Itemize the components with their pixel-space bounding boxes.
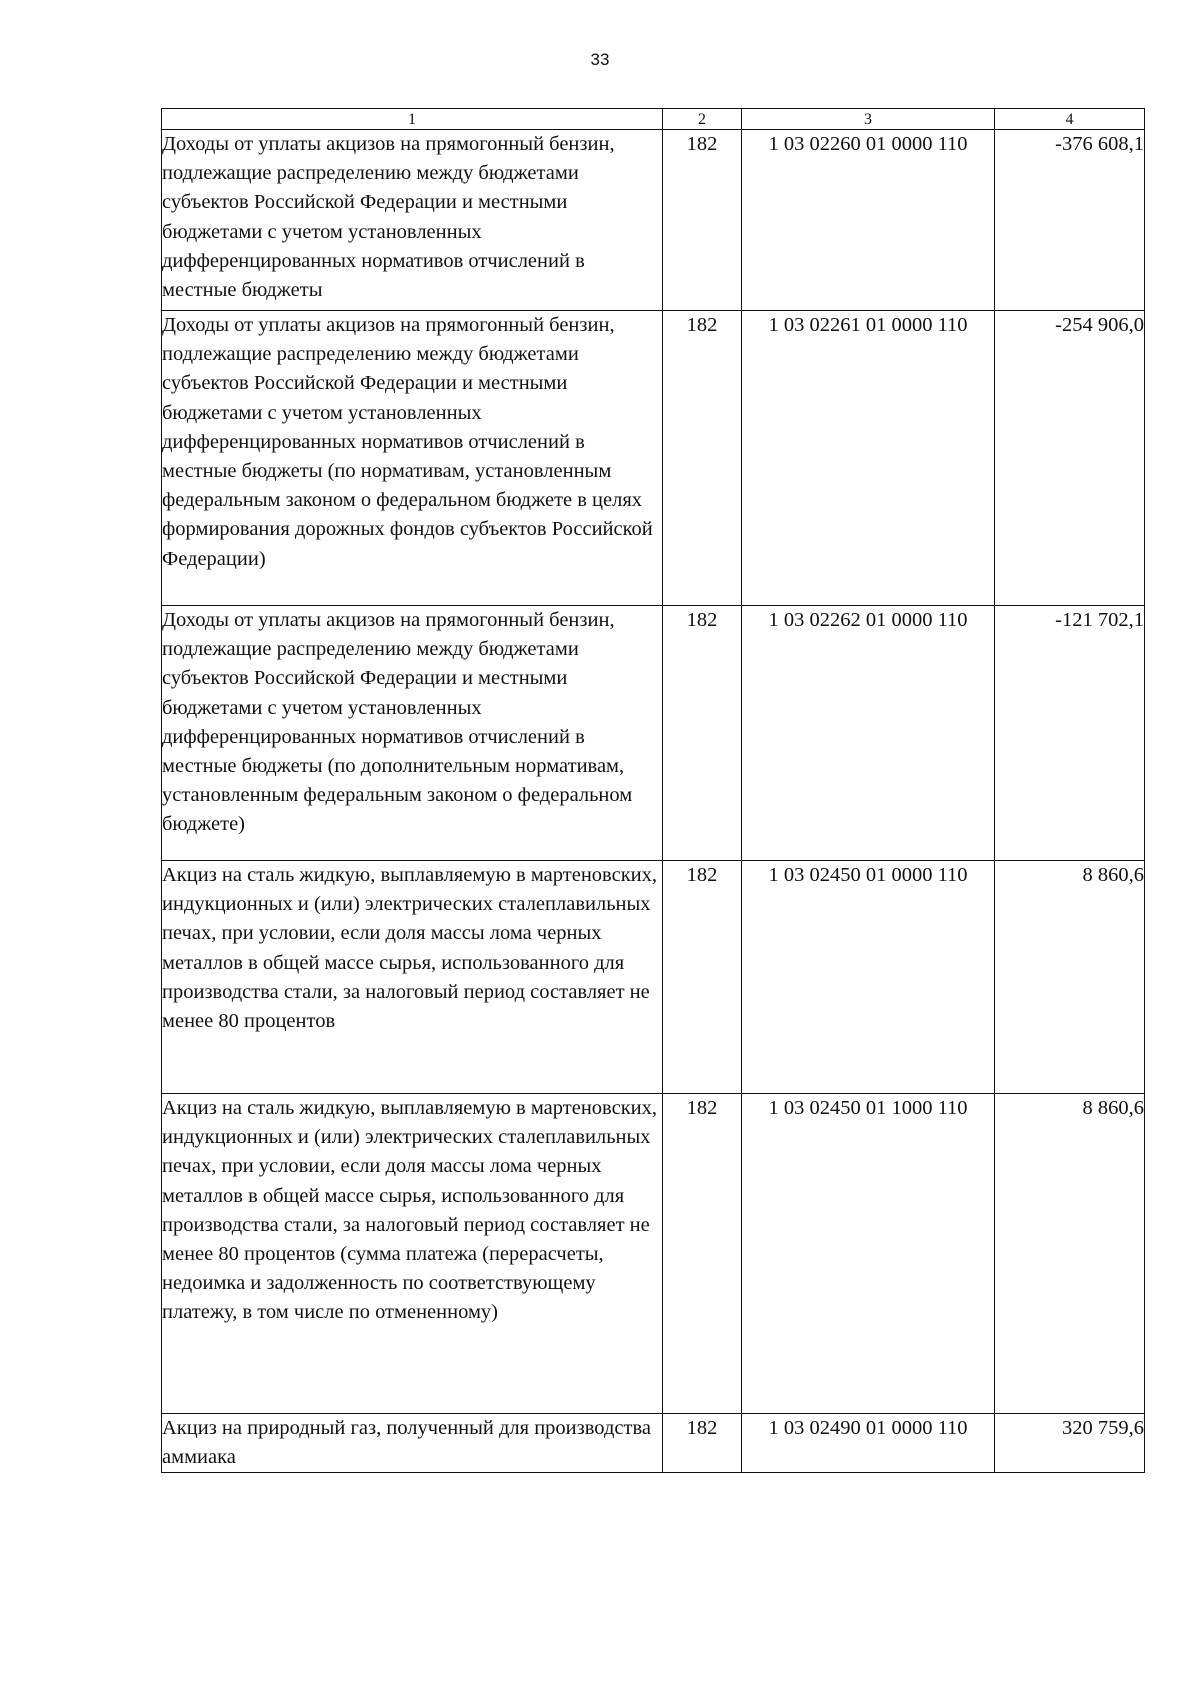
admin-code: 182 [663,311,742,606]
page-number: 33 [590,50,610,69]
revenue-description: Доходы от уплаты акцизов на прямогонный бензин, подлежащие распределению между бюджетами субъектов Российской Федерации и местными бюджетами с учетом установленных дифференцированных нормативов отчислений в местные бюджеты [162,130,663,311]
admin-code: 182 [663,606,742,861]
table-row [162,861,1145,1094]
revenue-description: Доходы от уплаты акцизов на прямогонный бензин, подлежащие распределению между бюджетами субъектов Российской Федерации и местными бюджетами с учетом установленных дифференцированных нормативов отчислений в местные бюджеты (по дополнительным нормативам, установленным федеральным законом о федеральном бюджете) [162,606,663,861]
budget-classification-code: 1 03 02261 01 0000 110 [742,311,995,606]
column-header-2: 2 [663,109,742,130]
column-header-1: 1 [162,109,663,130]
budget-classification-code: 1 03 02260 01 0000 110 [742,130,995,311]
amount: -254 906,0 [995,311,1145,606]
revenue-description: Акциз на сталь жидкую, выплавляемую в мартеновских, индукционных и (или) электрических сталеплавильных печах, при условии, если доля массы лома черных металлов в общей массе сырья, использованного для производства стали, за налоговый период составляет не менее 80 процентов [162,861,663,1094]
budget-classification-code: 1 03 02450 01 0000 110 [742,861,995,1094]
revenue-description: Акциз на сталь жидкую, выплавляемую в мартеновских, индукционных и (или) электрических сталеплавильных печах, при условии, если доля массы лома черных металлов в общей массе сырья, использованного для производства стали, за налоговый период составляет не менее 80 процентов (сумма платежа (перерасчеты, недоимка и задолженность по соответствующему платежу, в том числе по отмененному) [162,1094,663,1414]
column-header-4: 4 [995,109,1145,130]
budget-classification-code: 1 03 02490 01 0000 110 [742,1414,995,1473]
table-row [162,130,1145,311]
admin-code: 182 [663,861,742,1094]
amount: 320 759,6 [995,1414,1145,1473]
admin-code: 182 [663,130,742,311]
column-header-3: 3 [742,109,995,130]
revenue-description: Акциз на природный газ, полученный для производства аммиака [162,1414,663,1473]
amount: 8 860,6 [995,861,1145,1094]
table-row [162,1414,1145,1473]
revenue-table [161,108,1145,1473]
table-header-row [162,109,1145,130]
amount: -121 702,1 [995,606,1145,861]
budget-classification-code: 1 03 02450 01 1000 110 [742,1094,995,1414]
table-row [162,606,1145,861]
revenue-description: Доходы от уплаты акцизов на прямогонный бензин, подлежащие распределению между бюджетами субъектов Российской Федерации и местными бюджетами с учетом установленных дифференцированных нормативов отчислений в местные бюджеты (по нормативам, установленным федеральным законом о федеральном бюджете в целях формирования дорожных фондов субъектов Российской Федерации) [162,311,663,606]
admin-code: 182 [663,1094,742,1414]
amount: 8 860,6 [995,1094,1145,1414]
amount: -376 608,1 [995,130,1145,311]
table-row [162,1094,1145,1414]
budget-classification-code: 1 03 02262 01 0000 110 [742,606,995,861]
table-row [162,311,1145,606]
admin-code: 182 [663,1414,742,1473]
